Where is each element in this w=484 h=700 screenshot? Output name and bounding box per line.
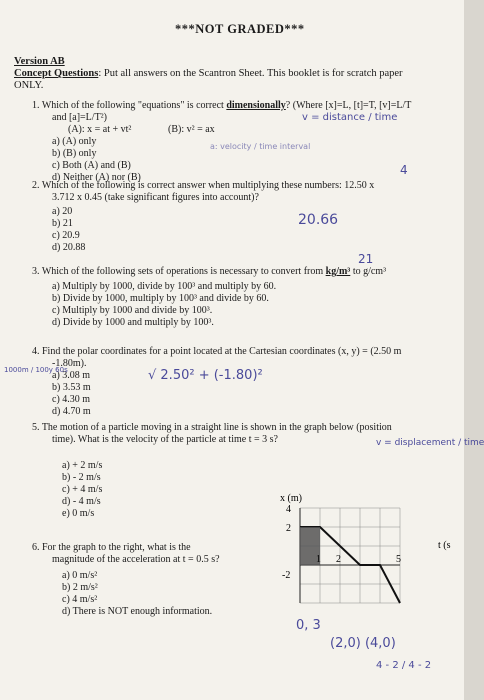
graph-ytick-4: 4: [286, 504, 291, 515]
q2-choice-b[interactable]: b) 21: [52, 218, 73, 229]
q4-handwritten-side: 1000m / 100y 60s: [4, 366, 68, 374]
q2-line2: 3.712 x 0.45 (take significant figures into account)?: [52, 192, 259, 203]
q3-unit-from: kg/m³: [325, 266, 351, 277]
q5-choice-a[interactable]: a) + 2 m/s: [62, 460, 103, 471]
q4-choice-d[interactable]: d) 4.70 m: [52, 406, 91, 417]
q1-emph: dimensionally: [226, 100, 286, 111]
q1-optB: (B): v² = ax: [168, 124, 215, 135]
graph-xlabel: t (s: [438, 540, 451, 551]
q2-handwritten-top: 4: [400, 163, 408, 177]
q5-line1: 5. The motion of a particle moving in a straight line is shown in the graph below (position: [32, 422, 392, 433]
q3-mid: to: [352, 266, 361, 277]
q3-line1: 3. Which of the following sets of operations is necessary to convert from: [32, 266, 324, 277]
q6-choice-a[interactable]: a) 0 m/s²: [62, 570, 98, 581]
q1-line1: 1. Which of the following "equations" is correct: [32, 100, 224, 111]
concept-label: Concept Questions: [14, 68, 99, 79]
q3-unit-to: g/cm³: [363, 266, 387, 277]
q5-line2: time). What is the velocity of the particle at time t = 3 s?: [52, 434, 278, 445]
q3-stem: [32, 266, 386, 278]
q5-choice-c[interactable]: c) + 4 m/s: [62, 484, 103, 495]
graph-ytick-2: 2: [286, 523, 291, 534]
graph-svg: [270, 493, 460, 613]
q1-handwritten-note-2: a: velocity / time interval: [210, 142, 311, 151]
q4-choice-c[interactable]: c) 4.30 m: [52, 394, 91, 405]
q1-choice-c[interactable]: c) Both (A) and (B): [52, 160, 131, 171]
graph-xtick-5: 5: [396, 554, 401, 565]
q1-stem: [32, 100, 411, 112]
q3-choice-d[interactable]: d) Divide by 1000 and multiply by 100³.: [52, 317, 214, 328]
version-text: Version AB: [14, 56, 65, 67]
q4-line1: 4. Find the polar coordinates for a point located at the Cartesian coordinates (x, y) = (2.50 m: [32, 346, 402, 357]
q6-choice-c[interactable]: c) 4 m/s²: [62, 594, 98, 605]
q1-choice-d[interactable]: d) Neither (A) nor (B): [52, 172, 141, 183]
q1-choice-a[interactable]: a) (A) only: [52, 136, 97, 147]
q3-choice-c[interactable]: c) Multiply by 1000 and divide by 100³.: [52, 305, 213, 316]
q6-line2: magnitude of the acceleration at t = 0.5 s?: [52, 554, 220, 565]
version-label: [14, 56, 65, 67]
q5-handwritten-note: v = displacement / time: [376, 438, 484, 448]
bottom-handwritten-2: (2,0) (4,0): [330, 636, 396, 651]
q3-choice-b[interactable]: b) Divide by 1000, multiply by 100³ and divide by 60.: [52, 293, 269, 304]
position-time-graph: [270, 493, 460, 613]
q1-choice-b[interactable]: b) (B) only: [52, 148, 97, 159]
graph-xtick-1: 1: [316, 554, 321, 565]
q2-line1: 2. Which of the following is correct answer when multiplying these numbers: 12.50 x: [32, 180, 375, 191]
q2-choice-a[interactable]: a) 20: [52, 206, 73, 217]
q4-choice-a[interactable]: a) 3.08 m: [52, 370, 91, 381]
q6-line1: 6. For the graph to the right, what is the: [32, 542, 191, 553]
q2-choice-c[interactable]: c) 20.9: [52, 230, 80, 241]
q6-choice-d[interactable]: d) There is NOT enough information.: [62, 606, 213, 617]
page-title: ***NOT GRADED***: [175, 22, 305, 36]
q1-line1b: ? (Where [x]=L, [t]=T, [v]=L/T: [285, 100, 412, 111]
concept-text: : Put all answers on the Scantron Sheet. This booklet is for scratch paper: [98, 68, 403, 79]
bottom-handwritten-3: 4 - 2 / 4 - 2: [376, 660, 432, 671]
q2-handwritten-answer: 21: [358, 252, 374, 266]
q1-line2: and [a]=L/T²): [52, 112, 107, 123]
q1-optA: (A): x = at + vt²: [68, 124, 132, 135]
q5-choice-b[interactable]: b) - 2 m/s: [62, 472, 101, 483]
q5-choice-e[interactable]: e) 0 m/s: [62, 508, 95, 519]
q4-choice-b[interactable]: b) 3.53 m: [52, 382, 91, 393]
q1-handwritten-note: v = distance / time: [302, 112, 398, 123]
q2-handwritten-work: 20.66: [298, 212, 339, 228]
instructions-line: [14, 68, 403, 79]
q2-choice-d[interactable]: d) 20.88: [52, 242, 86, 253]
graph-xtick-2: 2: [336, 554, 341, 565]
graph-ylabel: x (m): [280, 493, 302, 504]
graph-ytick-neg2: -2: [282, 570, 291, 581]
q5-choice-d[interactable]: d) - 4 m/s: [62, 496, 101, 507]
q6-choice-b[interactable]: b) 2 m/s²: [62, 582, 98, 593]
q3-choice-a[interactable]: a) Multiply by 1000, divide by 100³ and multiply by 60.: [52, 281, 277, 292]
bottom-handwritten-1: 0, 3: [296, 618, 321, 633]
q4-line2: -1.80m).: [52, 358, 87, 369]
only-label: ONLY.: [14, 80, 44, 91]
q4-handwritten-work: √ 2.50² + (-1.80)²: [148, 368, 263, 383]
